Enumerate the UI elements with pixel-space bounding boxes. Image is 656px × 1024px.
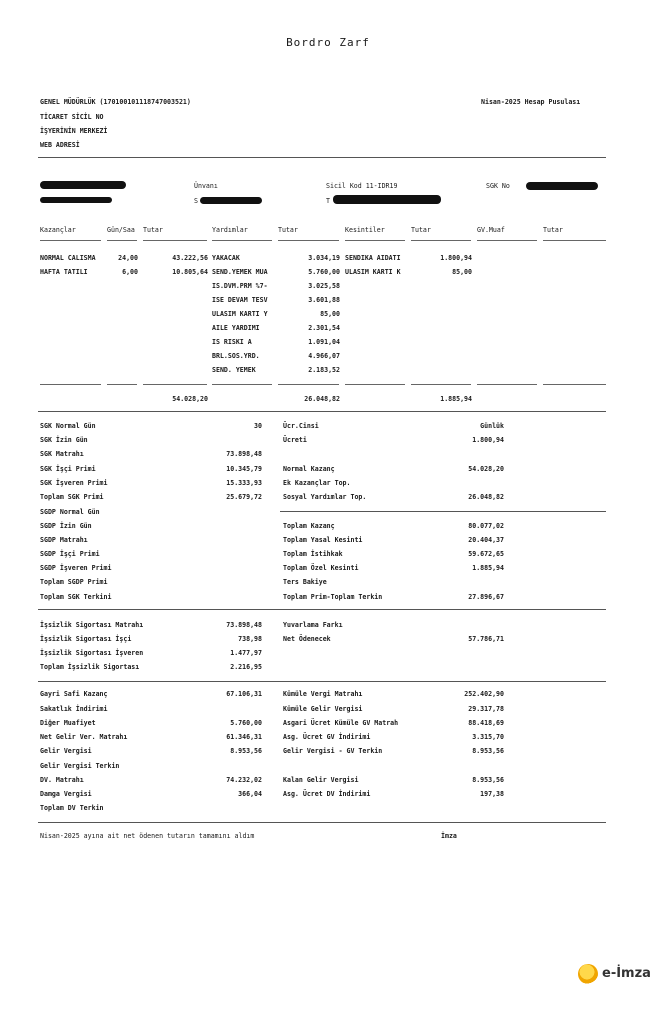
document-title: Bordro Zarf — [286, 36, 370, 49]
pay-label: Ek Kazançlar Top. — [283, 479, 351, 487]
issizlik-label: İşsizlik Sigortası İşçi — [40, 635, 132, 643]
issizlik-value: 1.477,97 — [230, 649, 262, 657]
total-label: Toplam Yasal Kesinti — [283, 536, 363, 544]
tax-label: Gayri Safi Kazanç — [40, 690, 108, 698]
total-kazanclar: 54.028,20 — [172, 395, 208, 403]
sgk-label: SGK Matrahı — [40, 450, 84, 458]
award-seal-icon — [578, 964, 598, 984]
tax-label: Net Gelir Ver. Matrahı — [40, 733, 128, 741]
kazanc-tutar: 10.805,64 — [172, 268, 208, 276]
pay-value: 1.800,94 — [472, 436, 504, 444]
yardim-tutar: 2.183,52 — [308, 366, 340, 374]
tax-label: DV. Matrahı — [40, 776, 84, 784]
web-label: WEB ADRESİ — [40, 141, 80, 149]
sgk-label: SGDP Matrahı — [40, 536, 88, 544]
cumulative-label: Kümüle Gelir Vergisi — [283, 705, 363, 713]
total-label: Toplam Kazanç — [283, 522, 335, 530]
sgk-value: 25.679,72 — [226, 493, 262, 501]
total-label: Ters Bakiye — [283, 578, 327, 586]
tax-value: 67.106,31 — [226, 690, 262, 698]
hq-label: İŞYERİNİN MERKEZİ — [40, 127, 108, 135]
tax-label: Diğer Muafiyet — [40, 719, 96, 727]
yardim-tutar: 3.601,88 — [308, 296, 340, 304]
tax-label: Damga Vergisi — [40, 790, 92, 798]
title-label: Ünvanı — [194, 182, 218, 190]
net-payable-label: Net Ödenecek — [283, 635, 331, 643]
yardim-label: ISE DEVAM TESV — [212, 296, 268, 304]
yardim-tutar: 5.760,00 — [308, 268, 340, 276]
total-value: 59.672,65 — [468, 550, 504, 558]
total-yardimlar: 26.048,82 — [304, 395, 340, 403]
tax-label: Toplam DV Terkin — [40, 804, 104, 812]
tax-value: 74.232,02 — [226, 776, 262, 784]
kesinti-tutar: 1.800,94 — [440, 254, 472, 262]
net-payable-value: 57.786,71 — [468, 635, 504, 643]
redacted-sgk-no — [526, 182, 598, 190]
cumulative-label: Kalan Gelir Vergisi — [283, 776, 359, 784]
kesinti-label: SENDIKA AIDATI — [345, 254, 401, 262]
e-imza-label: e-İmza — [602, 966, 651, 981]
col-tutar-1: Tutar — [143, 226, 163, 234]
sgk-value: 15.333,93 — [226, 479, 262, 487]
kazanc-tutar: 43.222,56 — [172, 254, 208, 262]
col-gv-muaf: GV.Muaf — [477, 226, 505, 234]
sgk-value: 10.345,79 — [226, 465, 262, 473]
yardim-label: IS.DVM.PRM %7- — [212, 282, 268, 290]
yardim-tutar: 85,00 — [320, 310, 340, 318]
col-tutar-3: Tutar — [411, 226, 431, 234]
yardim-tutar: 1.091,04 — [308, 338, 340, 346]
total-value: 80.077,02 — [468, 522, 504, 530]
col-kazanclar: Kazançlar — [40, 226, 76, 234]
pay-value: 54.028,20 — [468, 465, 504, 473]
cumulative-value: 8.953,56 — [472, 776, 504, 784]
issizlik-value: 2.216,95 — [230, 663, 262, 671]
yardim-tutar: 3.034,19 — [308, 254, 340, 262]
col-gun-saat: Gün/Saa — [107, 226, 135, 234]
redacted-field — [333, 195, 441, 204]
total-kesintiler: 1.885,94 — [440, 395, 472, 403]
total-label: Toplam İstihkak — [283, 550, 343, 558]
divider — [38, 822, 606, 823]
tax-value: 366,04 — [238, 790, 262, 798]
tax-label: Sakatlık İndirimi — [40, 705, 108, 713]
cumulative-value: 8.953,56 — [472, 747, 504, 755]
total-label: Toplam Prim-Toplam Terkin — [283, 593, 383, 601]
total-value: 1.885,94 — [472, 564, 504, 572]
sicil-label: Sicil Kod 11-IDR19 — [326, 182, 398, 190]
sgk-label: SGDP İşveren Primi — [40, 564, 112, 572]
tax-value: 61.346,31 — [226, 733, 262, 741]
sgk-value: 30 — [254, 422, 262, 430]
cumulative-label: Asg. Ücret GV İndirimi — [283, 733, 371, 741]
issizlik-value: 738,98 — [238, 635, 262, 643]
sgk-label: SGDP İşçi Primi — [40, 550, 100, 558]
redacted-name — [40, 181, 126, 189]
cumulative-value: 252.402,90 — [464, 690, 504, 698]
issizlik-label: Toplam İşsizlik Sigortası — [40, 663, 140, 671]
company-name: GENEL MÜDÜRLÜK (17010010111874700352​1) — [40, 98, 191, 106]
yardim-tutar: 3.025,58 — [308, 282, 340, 290]
yardim-label: YAKACAK — [212, 254, 240, 262]
redacted-title — [200, 197, 262, 204]
divider — [280, 511, 606, 512]
sgk-label: SGDP Normal Gün — [40, 508, 100, 516]
t-prefix: T — [326, 197, 330, 205]
kazanc-label: HAFTA TATILI — [40, 268, 88, 276]
rounding-label: Yuvarlama Farkı — [283, 621, 343, 629]
cumulative-label: Asgari Ücret Kümüle GV Matrah — [283, 719, 399, 727]
tax-value: 8.953,56 — [230, 747, 262, 755]
yardim-label: AILE YARDIMI — [212, 324, 260, 332]
pay-label: Ücreti — [283, 436, 307, 444]
pay-value: 26.048,82 — [468, 493, 504, 501]
sgk-label: Toplam SGK Primi — [40, 493, 104, 501]
tax-label: Gelir Vergisi Terkin — [40, 762, 120, 770]
pay-value: Günlük — [480, 422, 504, 430]
s-prefix: S — [194, 197, 198, 205]
col-yardimlar: Yardımlar — [212, 226, 248, 234]
period-label: Nisan-2025 Hesap Pusulası — [481, 98, 581, 106]
col-tutar-4: Tutar — [543, 226, 563, 234]
sgk-label: SGK İzin Gün — [40, 436, 88, 444]
issizlik-label: İşsizlik Sigortası Matrahı — [40, 621, 144, 629]
sgk-label: SGK Normal Gün — [40, 422, 96, 430]
sgk-value: 73.898,48 — [226, 450, 262, 458]
total-label: Toplam Özel Kesinti — [283, 564, 359, 572]
kesinti-label: ULASIM KARTI K — [345, 268, 401, 276]
col-tutar-2: Tutar — [278, 226, 298, 234]
signature-label: İmza — [441, 832, 457, 840]
pay-label: Normal Kazanç — [283, 465, 335, 473]
cumulative-label: Kümüle Vergi Matrahı — [283, 690, 363, 698]
total-value: 20.404,37 — [468, 536, 504, 544]
kazanc-gun: 24,00 — [118, 254, 138, 262]
yardim-label: BRL.SOS.YRD. — [212, 352, 260, 360]
sgk-label: SGK İşveren Primi — [40, 479, 108, 487]
pay-label: Sosyal Yardımlar Top. — [283, 493, 367, 501]
tax-value: 5.760,00 — [230, 719, 262, 727]
divider — [38, 681, 606, 682]
cumulative-value: 197,38 — [480, 790, 504, 798]
kesinti-tutar: 85,00 — [452, 268, 472, 276]
sgk-label: Toplam SGK Terkini — [40, 593, 112, 601]
trade-registry-label: TİCARET SİCİL NO — [40, 113, 104, 121]
sgk-label: Toplam SGDP Primi — [40, 578, 108, 586]
receipt-statement: Nisan-2025 ayına ait net ödenen tutarın tamamını aldım — [40, 832, 255, 840]
yardim-label: ULASIM KARTI Y — [212, 310, 268, 318]
sgk-label: SGDP İzin Gün — [40, 522, 92, 530]
col-kesintiler: Kesintiler — [345, 226, 385, 234]
sgk-no-label: SGK No — [486, 182, 510, 190]
issizlik-label: İşsizlik Sigortası İşveren — [40, 649, 144, 657]
yardim-tutar: 4.966,07 — [308, 352, 340, 360]
cumulative-label: Asg. Ücret DV İndirimi — [283, 790, 371, 798]
yardim-label: SEND. YEMEK — [212, 366, 256, 374]
sgk-label: SGK İşçi Primi — [40, 465, 96, 473]
divider — [38, 411, 606, 412]
yardim-label: IS RISKI A — [212, 338, 252, 346]
cumulative-value: 29.317,78 — [468, 705, 504, 713]
e-imza-badge — [578, 962, 652, 988]
redacted-id — [40, 197, 112, 203]
divider — [38, 609, 606, 610]
cumulative-value: 3.315,70 — [472, 733, 504, 741]
kazanc-gun: 6,00 — [122, 268, 138, 276]
kazanc-label: NORMAL CALISMA — [40, 254, 96, 262]
yardim-tutar: 2.301,54 — [308, 324, 340, 332]
issizlik-value: 73.898,48 — [226, 621, 262, 629]
divider — [38, 157, 606, 158]
yardim-label: SEND.YEMEK MUA — [212, 268, 268, 276]
cumulative-label: Gelir Vergisi - GV Terkin — [283, 747, 383, 755]
pay-label: Ücr.Cinsi — [283, 422, 319, 430]
tax-label: Gelir Vergisi — [40, 747, 92, 755]
total-value: 27.896,67 — [468, 593, 504, 601]
cumulative-value: 88.418,69 — [468, 719, 504, 727]
